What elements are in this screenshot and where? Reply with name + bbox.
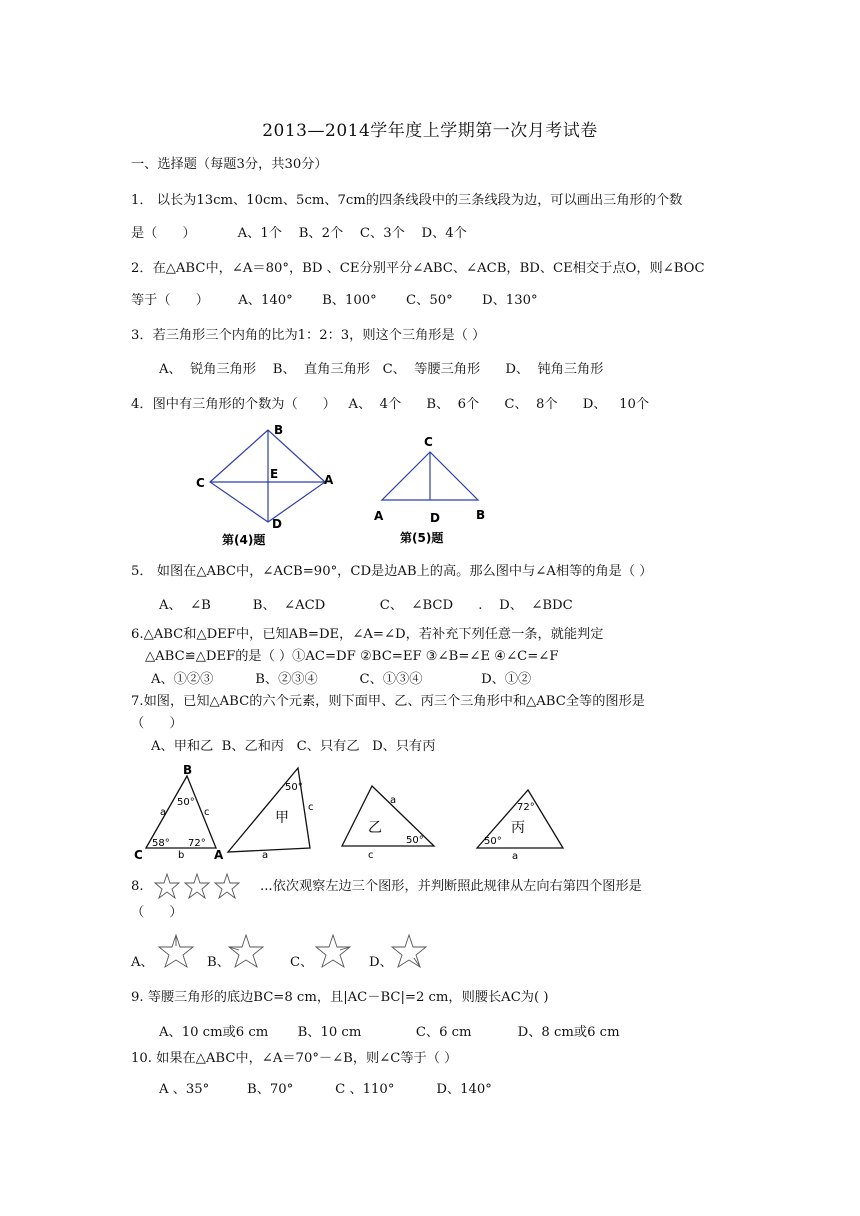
fig4-label-b: B xyxy=(274,423,284,437)
fig7-abc-angle-a: 72° xyxy=(188,838,206,849)
q2-line2: 等于（ ） A、140° B、100° C、50° D、130° xyxy=(131,293,538,308)
q3-options: A、 锐角三角形 B、 直角三角形 C、 等腰三角形 D、 钝角三角形 xyxy=(159,362,604,377)
q8-option-c-star-icon xyxy=(316,934,352,968)
q8-star-sequence xyxy=(155,872,255,902)
q8-option-d-star-icon xyxy=(392,934,428,968)
fig4-label-a: A xyxy=(324,473,334,487)
fig7-abc-angle-c: 58° xyxy=(152,838,170,849)
fig4-caption: 第(4)题 xyxy=(222,533,266,547)
fig7-label-a: A xyxy=(214,848,224,862)
fig7-jia-side-c: c xyxy=(308,802,314,813)
q6-line1: 6.△ABC和△DEF中，已知AB=DE，∠A=∠D，若补充下列任意一条，就能判定 xyxy=(131,627,604,642)
q8-option-a: A、 xyxy=(131,955,154,970)
fig5-label-b: B xyxy=(476,508,486,522)
fig7-label-c: C xyxy=(134,848,143,862)
fig7-abc-side-a: a xyxy=(160,807,167,818)
fig5-label-c: C xyxy=(424,435,433,449)
fig7-bing-angle-top: 72° xyxy=(517,802,535,813)
q6-line2: △ABC≌△DEF的是（ ）①AC=DF ②BC=EF ③∠B=∠E ④∠C=∠F xyxy=(145,649,559,664)
section-heading: 一、选择题（每题3分，共30分） xyxy=(131,157,328,172)
fig7-label-bing: 丙 xyxy=(511,820,525,836)
fig4-label-c: C xyxy=(196,476,205,490)
fig7-abc-side-b: b xyxy=(178,850,185,861)
q8-text: ...依次观察左边三个图形，并判断照此规律从左向右第四个图形是 xyxy=(260,879,642,894)
fig7-bing-side-a: a xyxy=(512,851,519,862)
q3-line1: 3．若三角形三个内角的比为1：2：3，则这个三角形是（ ） xyxy=(131,328,486,343)
fig7-jia-side-a: a xyxy=(262,850,269,861)
q6-options: A、①②③ B、②③④ C、①③④ D、①② xyxy=(151,672,532,687)
page-title: 2013—2014学年度上学期第一次月考试卷 xyxy=(262,121,598,141)
fig5-label-a: A xyxy=(374,509,384,523)
fig4-label-e: E xyxy=(270,467,279,481)
fig7-label-yi: 乙 xyxy=(368,820,382,836)
figure-4-diagram xyxy=(190,420,350,550)
q1-line2: 是（ ） A、1个 B、2个 C、3个 D、4个 xyxy=(131,226,467,241)
fig7-label-b: B xyxy=(183,763,193,777)
fig7-yi-side-c: c xyxy=(368,850,374,861)
q2-line1: 2．在△ABC中，∠A＝80°，BD 、CE分别平分∠ABC、∠ACB，BD、CE相交于点O，则∠BOC xyxy=(131,261,705,276)
q8-line2: （ ） xyxy=(131,905,183,920)
q5-line1: 5． 如图在△ABC中，∠ACB=90°，CD是边AB上的高。那么图中与∠A相等的角是（ ） xyxy=(131,564,653,579)
fig7-abc-angle-b: 50° xyxy=(177,797,195,808)
q7-options: A、甲和乙 B、乙和丙 C、只有乙 D、只有丙 xyxy=(151,739,436,754)
figure-5-diagram xyxy=(368,430,498,545)
fig7-yi-angle: 50° xyxy=(406,835,424,846)
q8-option-d: D、 xyxy=(369,955,393,970)
q7-line2: （ ） xyxy=(131,716,183,731)
fig7-yi-side-a: a xyxy=(390,795,397,806)
fig7-label-jia: 甲 xyxy=(275,810,289,826)
q9-line1: 9. 等腰三角形的底边BC=8 cm，且|AC－BC|=2 cm，则腰长AC为( ) xyxy=(131,990,549,1005)
fig5-label-d: D xyxy=(430,511,440,525)
fig5-caption: 第(5)题 xyxy=(400,531,444,545)
q8-option-a-star-icon xyxy=(159,934,195,968)
fig7-abc-side-c: c xyxy=(204,807,210,818)
q9-options: A、10 cm或6 cm B、10 cm C、6 cm D、8 cm或6 cm xyxy=(159,1025,620,1040)
q7-line1: 7.如图，已知△ABC的六个元素，则下面甲、乙、丙三个三角形中和△ABC全等的图形是 xyxy=(131,694,645,709)
q8-option-b-star-icon xyxy=(229,934,265,968)
q10-line1: 10. 如果在△ABC中，∠A＝70°－∠B，则∠C等于（ ） xyxy=(131,1051,458,1066)
q5-options: A、 ∠B B、 ∠ACD C、 ∠BCD . D、 ∠BDC xyxy=(159,598,573,613)
q4-line1: 4．图中有三角形的个数为（ ） A、 4个 B、 6个 C、 8个 D、 10个 xyxy=(131,397,650,412)
fig7-bing-angle-left: 50° xyxy=(484,836,502,847)
star-1-icon xyxy=(155,874,179,898)
star-2-icon xyxy=(185,874,209,898)
q8-number: 8. xyxy=(131,879,144,894)
q10-options: A 、35° B、70° C 、110° D、140° xyxy=(159,1082,492,1097)
fig7-jia-angle: 50° xyxy=(285,782,303,793)
q8-option-c: C、 xyxy=(290,955,314,970)
figure-7-triangles xyxy=(130,760,570,865)
q1-line1: 1． 以长为13cm、10cm、5cm、7cm的四条线段中的三条线段为边，可以画出三角形的个数 xyxy=(131,193,683,208)
q8-option-b: B、 xyxy=(207,955,230,970)
fig4-label-d: D xyxy=(272,517,282,531)
star-3-icon xyxy=(215,874,239,898)
